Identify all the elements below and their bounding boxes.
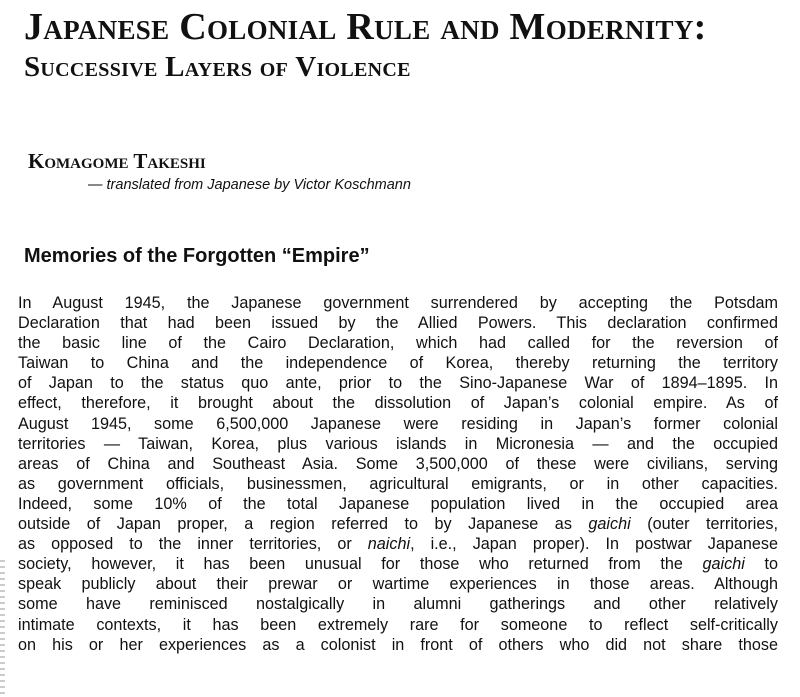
body-line: Declaration that had been issued by the Allied Powers. This declaration confirmed [18,314,778,333]
translator-credit: — translated from Japanese by Victor Koschmann [88,177,411,193]
body-line: territories — Taiwan, Korea, plus various islands in Micronesia — and the occupied [18,434,778,453]
body-line: society, however, it has been unusual for those who returned from the gaichi to [18,555,778,574]
scan-edge-artifact [0,560,5,697]
body-line: on his or her experiences as a colonist in front of others who did not share those [18,635,778,654]
body-line: speak publicly about their prewar or wartime experiences in those areas. Although [18,575,778,594]
body-line: Taiwan to China and the independence of Korea, thereby returning the territory [18,354,778,373]
article-title-line-2: Successive Layers of Violence [24,51,411,83]
body-line: the basic line of the Cairo Declaration, which had called for the reversion of [18,334,778,353]
article-title-line-1: Japanese Colonial Rule and Modernity: [24,6,707,48]
body-line: intimate contexts, it has been extremely rare for someone to reflect self-critically [18,615,778,634]
body-paragraph [18,293,778,655]
body-line: some have reminisced nostalgically in alumni gatherings and other relatively [18,595,778,614]
body-line: as opposed to the inner territories, or naichi, i.e., Japan proper). In postwar Japanese [18,535,778,554]
body-line: effect, therefore, it brought about the dissolution of Japan’s colonial empire. As of [18,394,778,413]
body-line: August 1945, some 6,500,000 Japanese were residing in Japan’s former colonial [18,414,778,433]
body-line: areas of China and Southeast Asia. Some 3,500,000 of these were civilians, serving [18,454,778,473]
body-line: as government officials, businessmen, agricultural emigrants, or in other capacities. [18,474,778,493]
body-line: outside of Japan proper, a region referred to by Japanese as gaichi (outer territories, [18,515,778,534]
body-line: of Japan to the status quo ante, prior to the Sino-Japanese War of 1894–1895. In [18,374,778,393]
body-line: Indeed, some 10% of the total Japanese population lived in the occupied area [18,494,778,513]
section-heading: Memories of the Forgotten “Empire” [24,245,370,267]
author-name: Komagome Takeshi [28,149,206,173]
body-line: In August 1945, the Japanese government surrendered by accepting the Potsdam [18,294,778,312]
